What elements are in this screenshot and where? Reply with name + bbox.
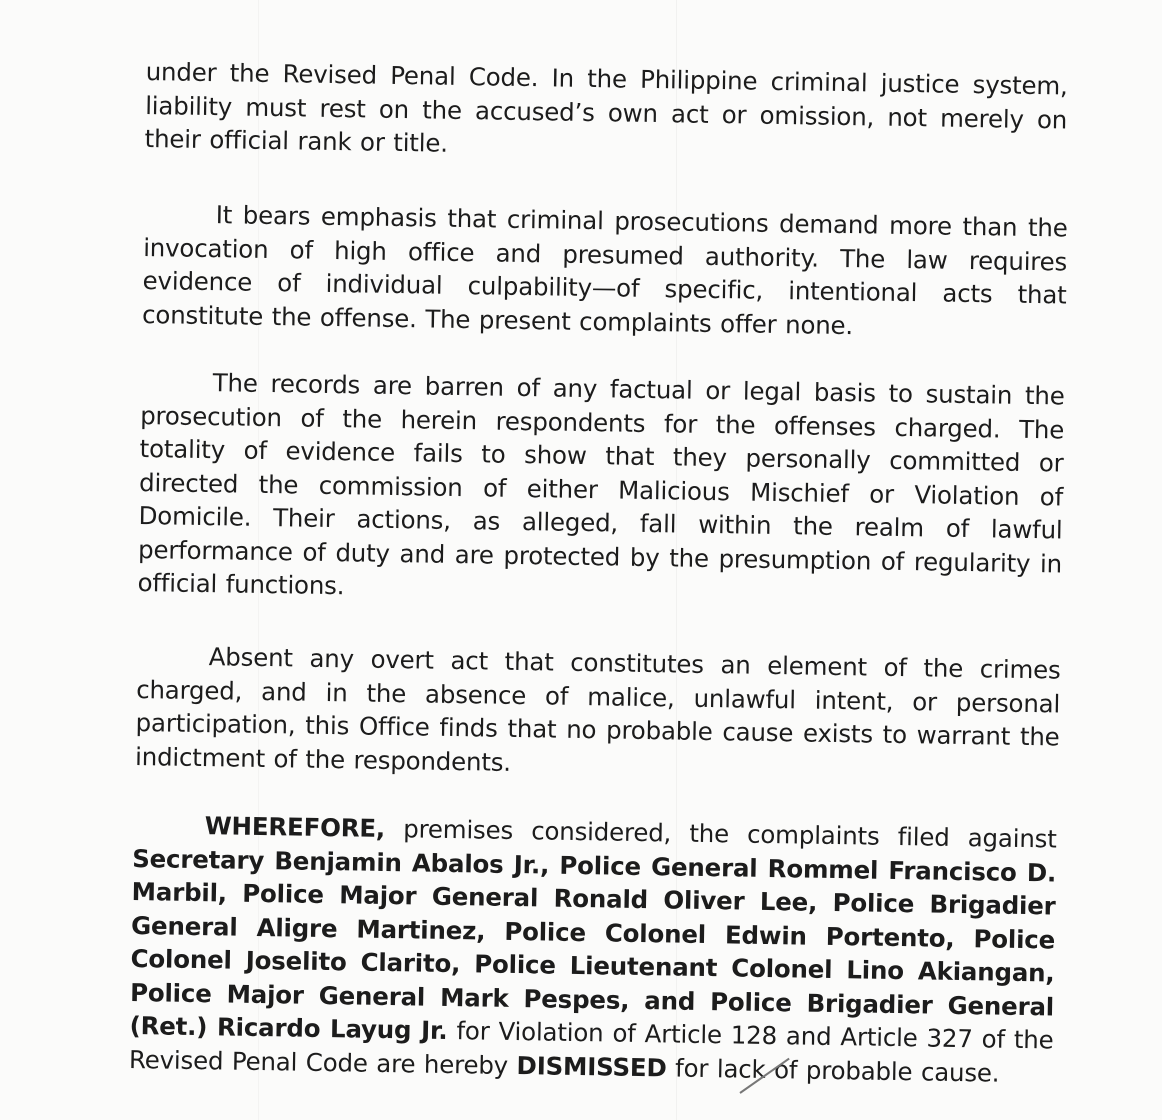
paragraph-no-probable-cause: Absent any overt act that constitutes an element of the crimes charged, and in the absence of malice, unlawful intent, or personal participation, this Office finds that no probable cause exists to warrant the indictment of the respondents. [134,641,1061,776]
verdict-dismissed: DISMISSED [516,1050,667,1082]
paragraph-liability: under the Revised Penal Code. In the Philippine criminal justice system, liability must rest on the accused’s own act or omission, not merely on their official rank or title. [144,56,1068,158]
respondents-list: Secretary Benjamin Abalos Jr., Police General Rommel Francisco D. Marbil, Police Major General Ronald Oliver Lee, Police Brigadier General Aligre Martinez, Police Colonel Edwin Portento, Police Colonel Joselito Clarito, Police Lieutenant Colonel Lino Akiangan, Police Major General Mark Pespes, and Police Brigadier General (Ret.) Ricardo Layug Jr. [129,842,1057,1045]
disposition-middle: for Violation of Article 128 and Article 327 of the Revised Penal Code are hereby [128,1015,1054,1080]
dispositive-paragraph [129,808,1057,1090]
paragraph-records-barren: The records are barren of any factual or legal basis to sustain the prosecution of the herein respondents for the offenses charged. The totality of evidence fails to show that they personally committed or directed the commission of either Malicious Mischief or Violation of Domicile. Their actions, as alleged, fall within the realm of lawful performance of duty and are protected by the presumption of regularity in official functions. [137,367,1065,600]
wherefore-lead: WHEREFORE, [204,810,386,843]
paragraph-culpability: It bears emphasis that criminal prosecutions demand more than the invocation of high office and presumed authority. The law requires evidence of individual culpability—of specific, intentional acts that constitute the offense. The present complaints offer none. [141,199,1068,340]
disposition-intro: premises considered, the complaints filed against [384,813,1057,854]
disposition-end: for lack of probable cause. [666,1052,1000,1087]
